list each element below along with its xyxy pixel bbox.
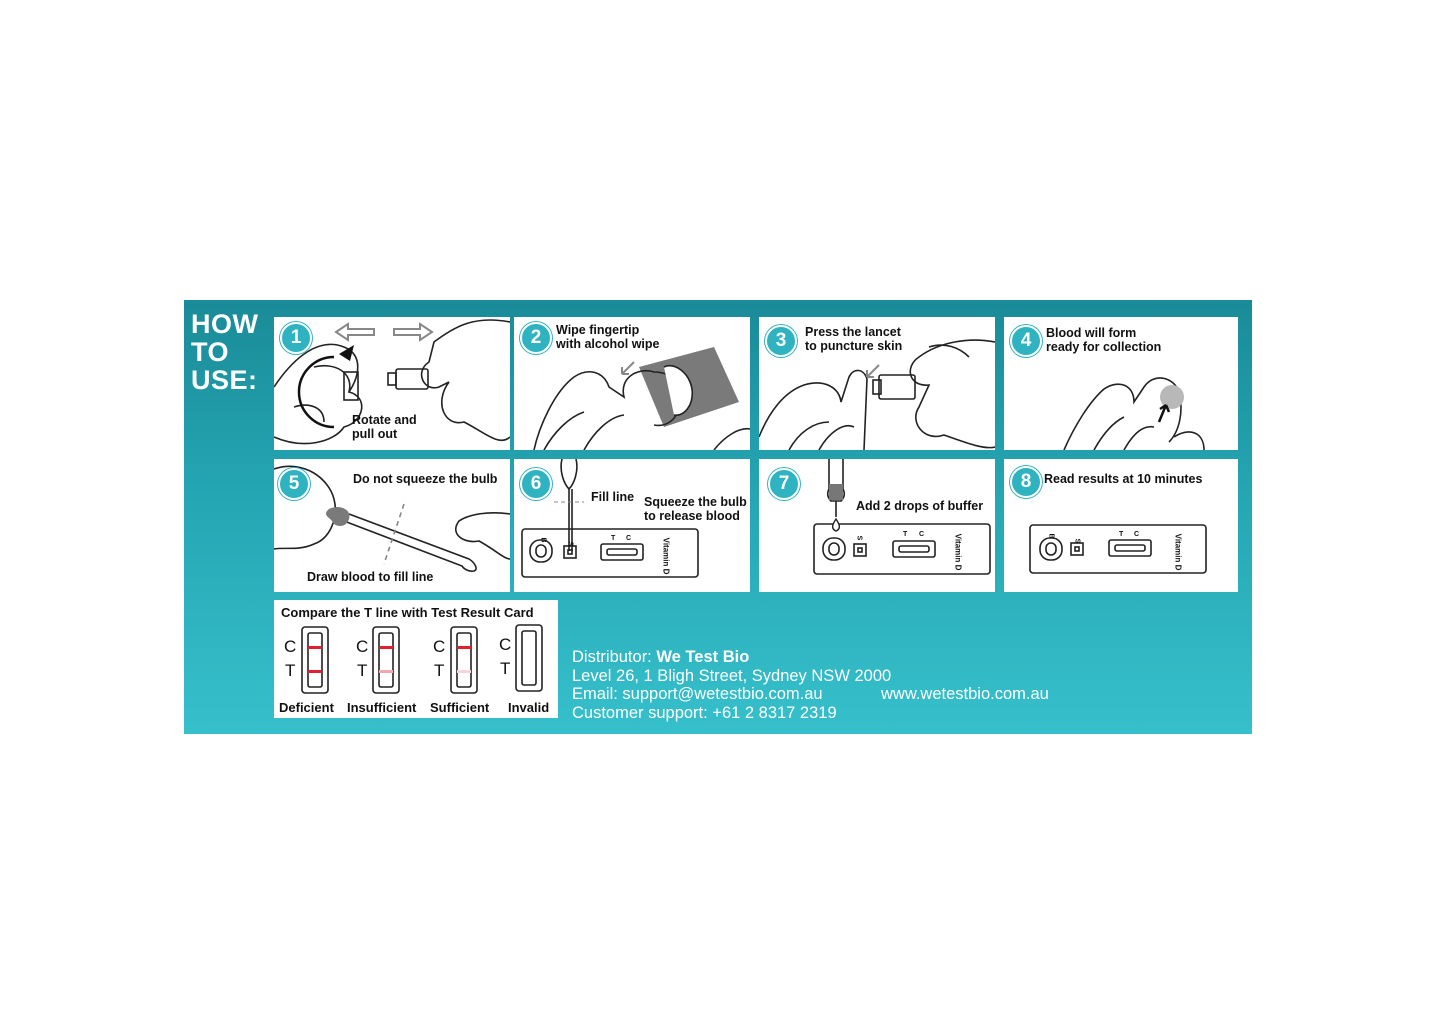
step-7-badge: 7 <box>768 468 800 500</box>
cassette-label-b: B <box>539 537 547 543</box>
strip1-c: C <box>284 637 297 656</box>
distributor-support: Customer support: +61 2 8317 2319 <box>572 703 837 722</box>
distributor-label: Distributor: <box>572 648 652 666</box>
step-3-badge: 3 <box>765 325 797 357</box>
step-2-text-b: with alcohol wipe <box>556 337 660 351</box>
cassette-7-label-s: S <box>855 535 863 541</box>
step-5-badge: 5 <box>278 468 310 500</box>
cassette-8-label-b: B <box>1047 533 1055 539</box>
step-7-panel <box>759 459 995 592</box>
result-comparison-card <box>274 600 558 718</box>
result-sufficient: Sufficient <box>430 700 490 715</box>
step-4-text-b: ready for collection <box>1046 340 1162 354</box>
step-4-text-a: Blood will form <box>1046 326 1137 340</box>
insufficient-t-line <box>379 670 393 673</box>
strip4-c: C <box>499 635 512 654</box>
step-1-panel <box>274 317 510 450</box>
cassette-8-product-label: Vitamin D <box>1173 533 1183 571</box>
cassette-7-product-label: Vitamin D <box>953 533 963 571</box>
step-2-panel <box>514 317 750 450</box>
sufficient-t-line <box>457 670 471 673</box>
how-to-use-heading: HOW TO USE: <box>191 309 259 395</box>
cassette-label-s: S <box>566 541 574 547</box>
comparison-title: Compare the T line with Test Result Card <box>281 605 534 620</box>
step-3-text-b: to puncture skin <box>805 339 903 353</box>
result-insufficient: Insufficient <box>347 700 417 715</box>
distributor-name: We Test Bio <box>656 648 750 666</box>
cassette-8-label-s: S <box>1073 538 1081 544</box>
step-4-badge: 4 <box>1010 325 1042 357</box>
strip1-t: T <box>285 661 296 680</box>
step-2-text-a: Wipe fingertip <box>556 323 640 337</box>
strip4-t: T <box>500 659 511 678</box>
step-8-text-a: Read results at 10 minutes <box>1044 472 1203 486</box>
deficient-c-line <box>308 646 322 649</box>
distributor-info <box>572 648 891 722</box>
step-3-panel <box>759 317 995 450</box>
result-invalid: Invalid <box>508 700 550 715</box>
cassette-label-c: C <box>626 535 632 542</box>
step-8-badge: 8 <box>1010 466 1042 498</box>
result-deficient: Deficient <box>279 700 334 715</box>
distributor-address: Level 26, 1 Bligh Street, Sydney NSW 2000 <box>572 666 892 685</box>
cassette-8-label-t: T <box>1119 531 1124 538</box>
step-1-text-b: pull out <box>352 427 398 441</box>
sufficient-c-line <box>457 646 471 649</box>
step-3-text-a: Press the lancet <box>805 325 901 339</box>
step-5-text-a: Do not squeeze the bulb <box>353 472 498 486</box>
step-8-panel <box>1004 459 1238 592</box>
cassette-7-label-c: C <box>919 531 925 538</box>
step-6-panel <box>514 459 750 592</box>
step-5-text-b: Draw blood to fill line <box>307 570 434 584</box>
cassette-product-label: Vitamin D <box>661 537 671 575</box>
step-6-fill-line: Fill line <box>591 490 635 504</box>
step-6-badge: 6 <box>520 468 552 500</box>
strip2-t: T <box>357 661 368 680</box>
step-2-badge: 2 <box>520 322 552 354</box>
strip2-c: C <box>356 637 369 656</box>
step-5-panel <box>274 459 510 592</box>
distributor-email[interactable]: Email: support@wetestbio.com.au <box>572 685 823 703</box>
step-4-panel <box>1004 317 1238 450</box>
step-6-text-b: Squeeze the bulb <box>644 495 747 509</box>
distributor-website[interactable]: www.wetestbio.com.au <box>881 685 1049 703</box>
strip3-t: T <box>434 661 445 680</box>
step-1-text-a: Rotate and <box>352 413 417 427</box>
cassette-8-label-c: C <box>1134 531 1140 538</box>
step-6-text-c: to release blood <box>644 509 740 523</box>
cassette-7-label-t: T <box>903 531 908 538</box>
cassette-label-t: T <box>611 535 616 542</box>
insufficient-c-line <box>379 646 393 649</box>
step-1-badge: 1 <box>280 322 312 354</box>
strip3-c: C <box>433 637 446 656</box>
step-7-text-a: Add 2 drops of buffer <box>856 499 984 513</box>
deficient-t-line <box>308 670 322 673</box>
